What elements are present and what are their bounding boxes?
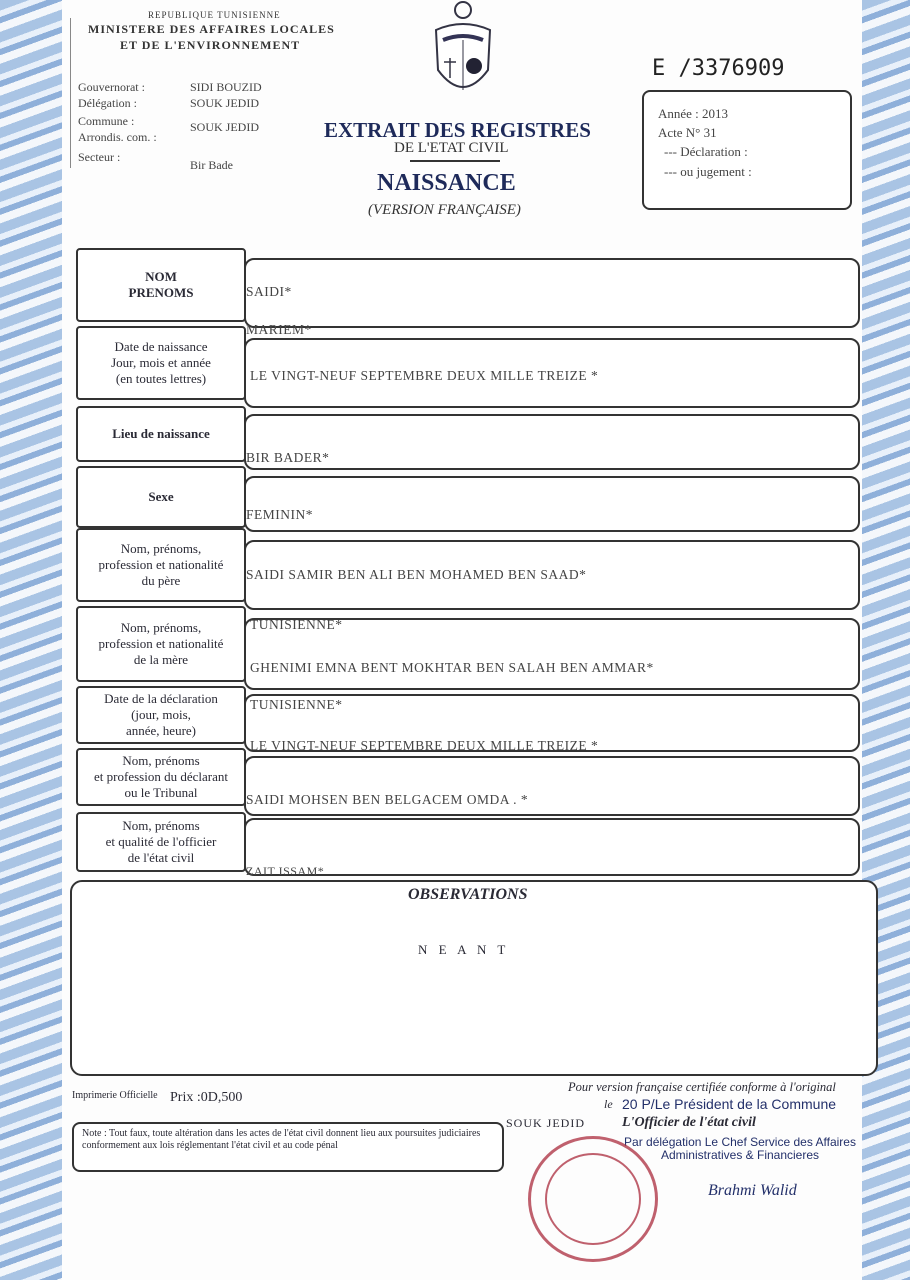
value-nationalite-mere: TUNISIENNE* [250, 697, 343, 712]
republic-label: REPUBLIQUE TUNISIENNE [148, 10, 281, 20]
field-value: SIDI BOUZID [190, 80, 262, 94]
acte-declaration: --- Déclaration : [664, 144, 748, 159]
label-lieu-naissance: Lieu de naissance [76, 406, 246, 462]
delegation-stamp: Par délégation Le Chef Service des Affaires Administratives & Financieres [624, 1135, 856, 1162]
field-value: Bir Bade [190, 158, 233, 172]
printer-label: Imprimerie Officielle [72, 1090, 158, 1101]
value-box-officier [244, 818, 860, 876]
president-stamp-text: 20 P/Le Président de la Commune [622, 1096, 837, 1112]
version-subtitle: (VERSION FRANÇAISE) [368, 202, 521, 218]
observations-text: N E A N T [418, 942, 510, 957]
place-label: SOUK JEDID [506, 1116, 585, 1130]
label-nom-prenoms: NOM PRENOMS [76, 248, 246, 322]
value-pere: SAIDI SAMIR BEN ALI BEN MOHAMED BEN SAAD* [246, 567, 587, 582]
document-title: NAISSANCE [377, 170, 516, 196]
field-value: SOUK JEDID [190, 120, 259, 134]
value-prenom: MARIEM* [246, 322, 312, 337]
value-nom: SAIDI* [246, 284, 292, 299]
value-box-lieu [244, 414, 860, 470]
field-label: Secteur : [78, 150, 121, 164]
serial-number: E /3376909 [652, 56, 785, 81]
label-mere: Nom, prénoms, profession et nationalité de la mère [76, 606, 246, 682]
margin-line [70, 18, 71, 168]
decorative-border-left [0, 0, 62, 1280]
coat-of-arms-icon [428, 0, 498, 104]
field-label: Délégation : [78, 96, 137, 110]
value-sexe: FEMININ* [246, 507, 313, 522]
price-label: Prix :0D,500 [170, 1090, 243, 1105]
field-label: Commune : [78, 114, 135, 128]
officer-label: L'Officier de l'état civil [622, 1115, 756, 1130]
value-lieu: BIR BADER* [246, 450, 330, 465]
ministry-line1: MINISTERE DES AFFAIRES LOCALES [88, 22, 335, 36]
label-sexe: Sexe [76, 466, 246, 528]
acte-box [642, 90, 852, 210]
field-value: SOUK JEDID [190, 96, 259, 110]
certified-text: Pour version française certifiée conforme à l'original [568, 1080, 836, 1094]
ministry-line2: ET DE L'ENVIRONNEMENT [120, 38, 301, 52]
label-date-naissance: Date de naissance Jour, mois et année (en toutes lettres) [76, 326, 246, 400]
label-date-declaration: Date de la déclaration (jour, mois, année, heure) [76, 686, 246, 744]
observations-title: OBSERVATIONS [408, 886, 528, 903]
value-declarant: SAIDI MOHSEN BEN BELGACEM OMDA . * [246, 792, 529, 807]
value-officier: ZAIT ISSAM* [246, 864, 325, 878]
label-declarant: Nom, prénoms et profession du déclarant ou le Tribunal [76, 748, 246, 806]
acte-jugement: --- ou jugement : [664, 164, 752, 179]
value-box-sexe [244, 476, 860, 532]
le-label: le [604, 1097, 613, 1111]
value-box-nom [244, 258, 860, 328]
label-officier: Nom, prénoms et qualité de l'officier de l'état civil [76, 812, 246, 872]
label-pere: Nom, prénoms, profession et nationalité du père [76, 528, 246, 602]
value-date-naissance: LE VINGT-NEUF SEPTEMBRE DEUX MILLE TREIZE * [250, 368, 599, 383]
field-label: Arrondis. com. : [78, 130, 157, 144]
title-divider [410, 160, 500, 162]
official-seal [528, 1136, 658, 1262]
acte-number: Acte N° 31 [658, 125, 717, 140]
field-label: Gouvernorat : [78, 80, 145, 94]
signature-name: Brahmi Walid [708, 1182, 797, 1199]
acte-year: Année : 2013 [658, 106, 729, 121]
decorative-border-right [862, 0, 910, 1280]
title-line1: EXTRAIT DES REGISTRES [324, 118, 591, 142]
value-nationalite-pere: TUNISIENNE* [250, 617, 343, 632]
title-line2: DE L'ETAT CIVIL [394, 140, 509, 156]
value-date-declaration: LE VINGT-NEUF SEPTEMBRE DEUX MILLE TREIZE * [250, 738, 599, 753]
observations-box [70, 880, 878, 1076]
value-mere: GHENIMI EMNA BENT MOKHTAR BEN SALAH BEN AMMAR* [250, 660, 654, 675]
legal-note: Note : Tout faux, toute altération dans les actes de l'état civil donnent lieu aux poursuites judiciaires conformement aux lois réglementant l'état civil et au code pénal [72, 1122, 504, 1172]
